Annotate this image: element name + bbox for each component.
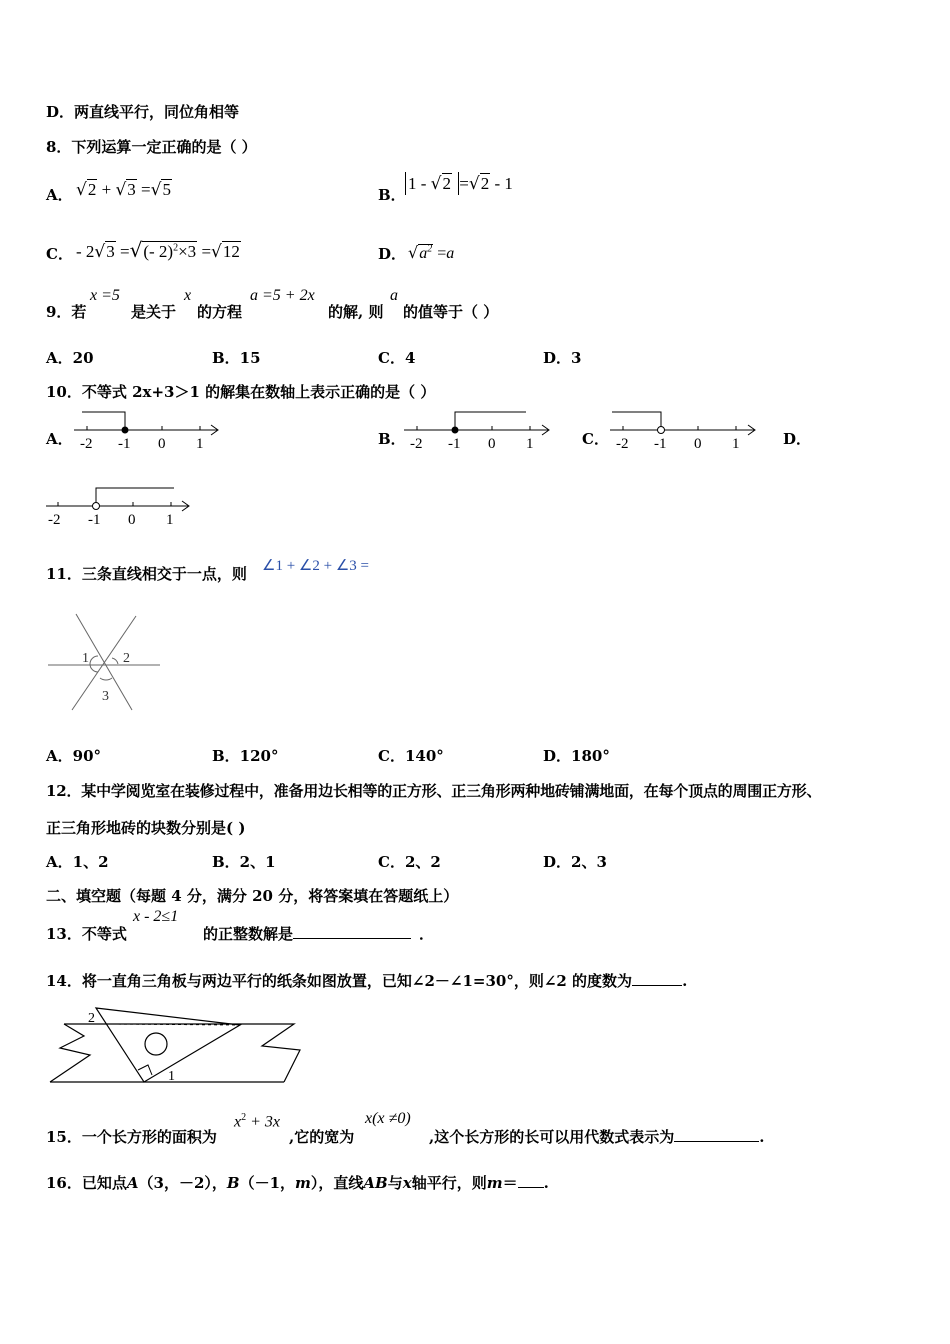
q10-c-tick-1: 1 [732,436,740,452]
q9-expr-x5: x =5 [90,287,120,304]
q8-option-b-expr: 1 - √2 =√2 - 1 [405,174,513,194]
q10-label-d: D． [783,430,812,448]
q10-label-c: C． [582,430,609,448]
q8-option-c-expr: - 2√3 =√(- 2)$^2$×3 =√12 [76,238,240,262]
q9-text4: 的值等于（ ） [403,303,499,321]
q14-stem: 14．将一直角三角板与两边平行的纸条如图放置，已知∠2－∠1=30°，则∠2 的度数为 . [46,972,688,990]
q10-stem: 10．不等式 2x+3＞1 的解集在数轴上表示正确的是（ ） [46,383,436,401]
q11-fig-label-1: 1 [82,651,89,666]
q11-three-lines-figure [46,612,164,714]
q9-text3: 的解, 则 [328,303,384,321]
q12-option-a: A．1、2 [46,853,109,871]
q9-option-a: A．20 [46,349,94,367]
q10-number-line-c [608,408,760,450]
q12-option-c: C．2、2 [378,853,441,871]
q12-stem-line1: 12．某中学阅览室在装修过程中，准备用边长相等的正方形、正三角形两种地砖铺满地面，在每个顶点的周围正方形、 [46,782,822,800]
q10-label-a: A． [46,430,73,448]
q13-answer-blank[interactable] [293,923,411,939]
q10-c-tick-0: 0 [694,436,702,452]
q11-option-a: A．90° [46,747,102,765]
q15-area-expr: $x^2 + 3x$ [234,1112,281,1131]
q11-option-b: B．120° [212,747,279,765]
q9-option-c: C．4 [378,349,416,367]
q8-label-d: D． [378,245,407,263]
q10-label-b: B． [378,430,406,448]
q11-fig-label-2: 2 [123,651,130,666]
q9-prefix: 9．若 [46,303,87,321]
q15-prefix: 15．一个长方形的面积为 [46,1128,217,1146]
q10-c-tick-neg1: -1 [654,436,667,452]
q11-angle-sum-expr: ∠1 + ∠2 + ∠3 = [262,558,369,574]
q10-number-line-d [44,484,194,526]
q13-inequality: x - 2≤1 [133,908,179,925]
q10-b-tick-0: 0 [488,436,496,452]
section-2-heading: 二、填空题（每题 4 分，满分 20 分，将答案填在答题纸上） [46,887,459,905]
q10-b-tick-neg1: -1 [448,436,461,452]
q9-var-x: x [184,287,192,304]
q8-label-c: C． [46,245,73,263]
q11-fig-label-3: 3 [102,689,109,704]
q11-option-d: D．180° [543,747,610,765]
q9-var-a: a [390,287,398,304]
q16-stem: 16．已知点A（3，－2），B（－1，m），直线AB与x轴平行，则m＝ . [46,1174,549,1192]
q14-answer-blank[interactable] [632,970,682,986]
q8-option-d-expr: $√a^2 =a$ [408,243,455,262]
q13-suffix: 的正整数解是 ． [203,925,435,943]
q15-answer-blank[interactable] [674,1126,759,1142]
q12-option-b: B．2、1 [212,853,276,871]
q8-option-a-expr: √2 + √3 =√5 [76,180,171,200]
q10-number-line-a [72,408,222,450]
q10-d-tick-1: 1 [166,512,174,528]
q10-c-tick-neg2: -2 [616,436,629,452]
q10-a-tick-neg2: -2 [80,436,93,452]
q10-a-tick-0: 0 [158,436,166,452]
q13-prefix: 13．不等式 [46,925,127,943]
q9-text1: 是关于 [131,303,177,321]
q12-stem-line2: 正三角形地砖的块数分别是( ) [46,819,246,837]
q15-width-expr: x(x ≠0) [365,1110,411,1127]
q10-b-tick-neg2: -2 [410,436,423,452]
q14-fig-label-2: 2 [88,1011,95,1026]
q7-option-d: D．两直线平行，同位角相等 [46,103,240,121]
q10-d-tick-neg1: -1 [88,512,101,528]
q12-option-d: D．2、3 [543,853,607,871]
q11-stem: 11．三条直线相交于一点，则 [46,565,247,583]
q16-answer-blank[interactable] [518,1172,544,1188]
q8-label-b: B． [378,186,406,204]
q9-equation: a =5 + 2x [250,287,315,304]
q10-b-tick-1: 1 [526,436,534,452]
q8-stem: 8．下列运算一定正确的是（ ） [46,138,257,156]
q14-fig-label-1: 1 [168,1069,175,1084]
q14-triangle-strip-figure [46,1000,304,1088]
q11-option-c: C．140° [378,747,444,765]
q10-a-tick-1: 1 [196,436,204,452]
q9-option-b: B．15 [212,349,261,367]
q10-d-tick-neg2: -2 [48,512,61,528]
q10-a-tick-neg1: -1 [118,436,131,452]
q8-label-a: A． [46,186,73,204]
q10-number-line-b [402,408,554,450]
q10-d-tick-0: 0 [128,512,136,528]
q15-suffix: ,这个长方形的长可以用代数式表示为 . [429,1128,765,1146]
q9-text2: 的方程 [197,303,243,321]
q15-mid: ,它的宽为 [289,1128,355,1146]
q9-option-d: D．3 [543,349,582,367]
